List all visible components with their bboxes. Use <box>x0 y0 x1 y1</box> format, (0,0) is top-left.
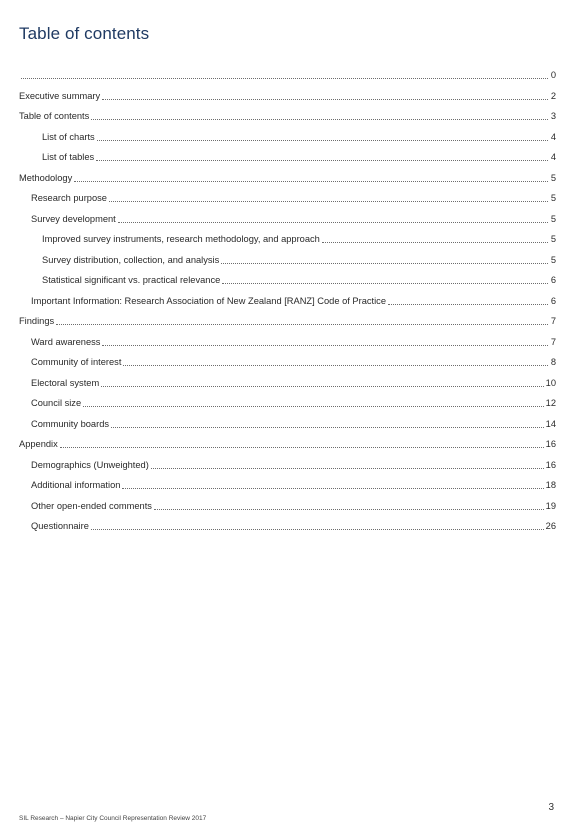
toc-entry-page-number: 18 <box>545 480 556 490</box>
toc-dot-leader <box>74 180 548 182</box>
toc-dot-leader <box>102 98 548 100</box>
toc-dot-leader <box>109 200 548 202</box>
toc-entry[interactable] <box>42 150 556 164</box>
toc-entry-page-number: 0 <box>550 70 556 80</box>
toc-entry-label: Executive summary <box>19 90 101 101</box>
toc-entry-page-number: 16 <box>545 459 556 470</box>
toc-entry-label: Community of interest <box>31 357 122 367</box>
toc-entry-page-number: 2 <box>550 90 556 101</box>
toc-entry[interactable] <box>19 171 556 185</box>
toc-entry-page-number: 6 <box>550 295 556 306</box>
toc-entry[interactable] <box>19 68 556 82</box>
toc-dot-leader <box>60 446 544 448</box>
toc-dot-leader <box>101 385 543 387</box>
toc-entry-label: List of tables <box>42 152 95 162</box>
toc-dot-leader <box>222 282 548 284</box>
toc-entry[interactable] <box>31 458 556 472</box>
toc-dot-leader <box>91 528 544 530</box>
toc-entry[interactable] <box>19 314 556 328</box>
toc-dot-leader <box>91 118 548 120</box>
toc-entry-page-number: 4 <box>550 131 556 142</box>
toc-dot-leader <box>111 426 544 428</box>
toc-dot-leader <box>154 508 544 510</box>
toc-entry[interactable] <box>31 376 556 390</box>
toc-entry[interactable] <box>31 519 556 533</box>
toc-entry-page-number: 26 <box>545 521 556 531</box>
toc-entry[interactable] <box>31 417 556 431</box>
toc-entry-label: Council size <box>31 398 82 408</box>
toc-entry-page-number: 7 <box>550 316 556 326</box>
toc-entry-label: Other open-ended comments <box>31 500 152 511</box>
toc-entry-label: Important Information: Research Association of New Zealand [RANZ] Code of Practice <box>31 295 386 306</box>
toc-entry-page-number: 19 <box>545 500 556 511</box>
toc-entry-page-number: 6 <box>550 275 556 285</box>
toc-entry-page-number: 12 <box>545 398 556 408</box>
toc-entry[interactable] <box>42 253 556 267</box>
toc-entry[interactable] <box>42 273 556 287</box>
toc-entry-label: Ward awareness <box>31 336 101 347</box>
toc-entry[interactable] <box>19 109 556 123</box>
toc-entry-label: Questionnaire <box>31 521 89 531</box>
toc-dot-leader <box>83 405 544 407</box>
toc-entry-label: Findings <box>19 316 55 326</box>
toc-entry-label: Community boards <box>31 418 110 429</box>
toc-entry[interactable] <box>31 478 556 492</box>
page-title: Table of contents <box>19 24 150 43</box>
toc-entry-page-number: 3 <box>550 111 556 121</box>
toc-entry-label: Table of contents <box>19 111 90 121</box>
toc-entry-label: Methodology <box>19 172 73 183</box>
toc-dot-leader <box>97 139 548 141</box>
toc-entry-page-number: 8 <box>550 357 556 367</box>
toc-entry[interactable] <box>31 335 556 349</box>
toc-dot-leader <box>388 303 548 305</box>
toc-entry-page-number: 5 <box>550 172 556 183</box>
toc-entry[interactable] <box>31 396 556 410</box>
toc-entry-page-number: 14 <box>545 418 556 429</box>
toc-entry-page-number: 5 <box>550 234 556 244</box>
toc-dot-leader <box>221 262 548 264</box>
toc-entry-label: Electoral system <box>31 377 100 388</box>
toc-entry[interactable] <box>31 294 556 308</box>
toc-entry-page-number: 5 <box>550 193 556 203</box>
toc-entry-page-number: 16 <box>545 439 556 449</box>
toc-entry-page-number: 5 <box>550 254 556 265</box>
toc-entry-page-number: 10 <box>545 377 556 388</box>
toc-entry[interactable] <box>31 191 556 205</box>
toc-dot-leader <box>102 344 548 346</box>
toc-entry-label: Survey development <box>31 213 116 224</box>
toc-entry-page-number: 7 <box>550 336 556 347</box>
toc-dot-leader <box>96 159 548 161</box>
toc-entry[interactable] <box>42 232 556 246</box>
toc-dot-leader <box>122 487 543 489</box>
footer-text: SIL Research – Napier City Council Representation Review 2017 <box>19 815 207 822</box>
toc-entry-label: Demographics (Unweighted) <box>31 459 149 470</box>
toc-entry-label: Additional information <box>31 480 121 490</box>
toc-entry-page-number: 4 <box>550 152 556 162</box>
toc-entry[interactable] <box>19 437 556 451</box>
toc-entry[interactable] <box>31 499 556 513</box>
toc-dot-leader <box>151 467 544 469</box>
toc-entry-page-number: 5 <box>550 213 556 224</box>
toc-dot-leader <box>21 77 548 79</box>
toc-entry-label: Improved survey instruments, research methodology, and approach <box>42 234 320 244</box>
toc-entry-label: List of charts <box>42 131 95 142</box>
toc-dot-leader <box>322 241 548 243</box>
toc-entry[interactable] <box>31 212 556 226</box>
toc-dot-leader <box>118 221 548 223</box>
toc-entry-label: Statistical significant vs. practical relevance <box>42 275 221 285</box>
toc-entry[interactable] <box>19 89 556 103</box>
toc-entry-label: Appendix <box>19 439 58 449</box>
toc-entry[interactable] <box>42 130 556 144</box>
page-number: 3 <box>548 802 554 813</box>
toc-entry-label: Survey distribution, collection, and analysis <box>42 254 220 265</box>
toc-dot-leader <box>56 323 548 325</box>
toc-entry[interactable] <box>31 355 556 369</box>
toc-entry-label: Research purpose <box>31 193 107 203</box>
toc-dot-leader <box>123 364 548 366</box>
